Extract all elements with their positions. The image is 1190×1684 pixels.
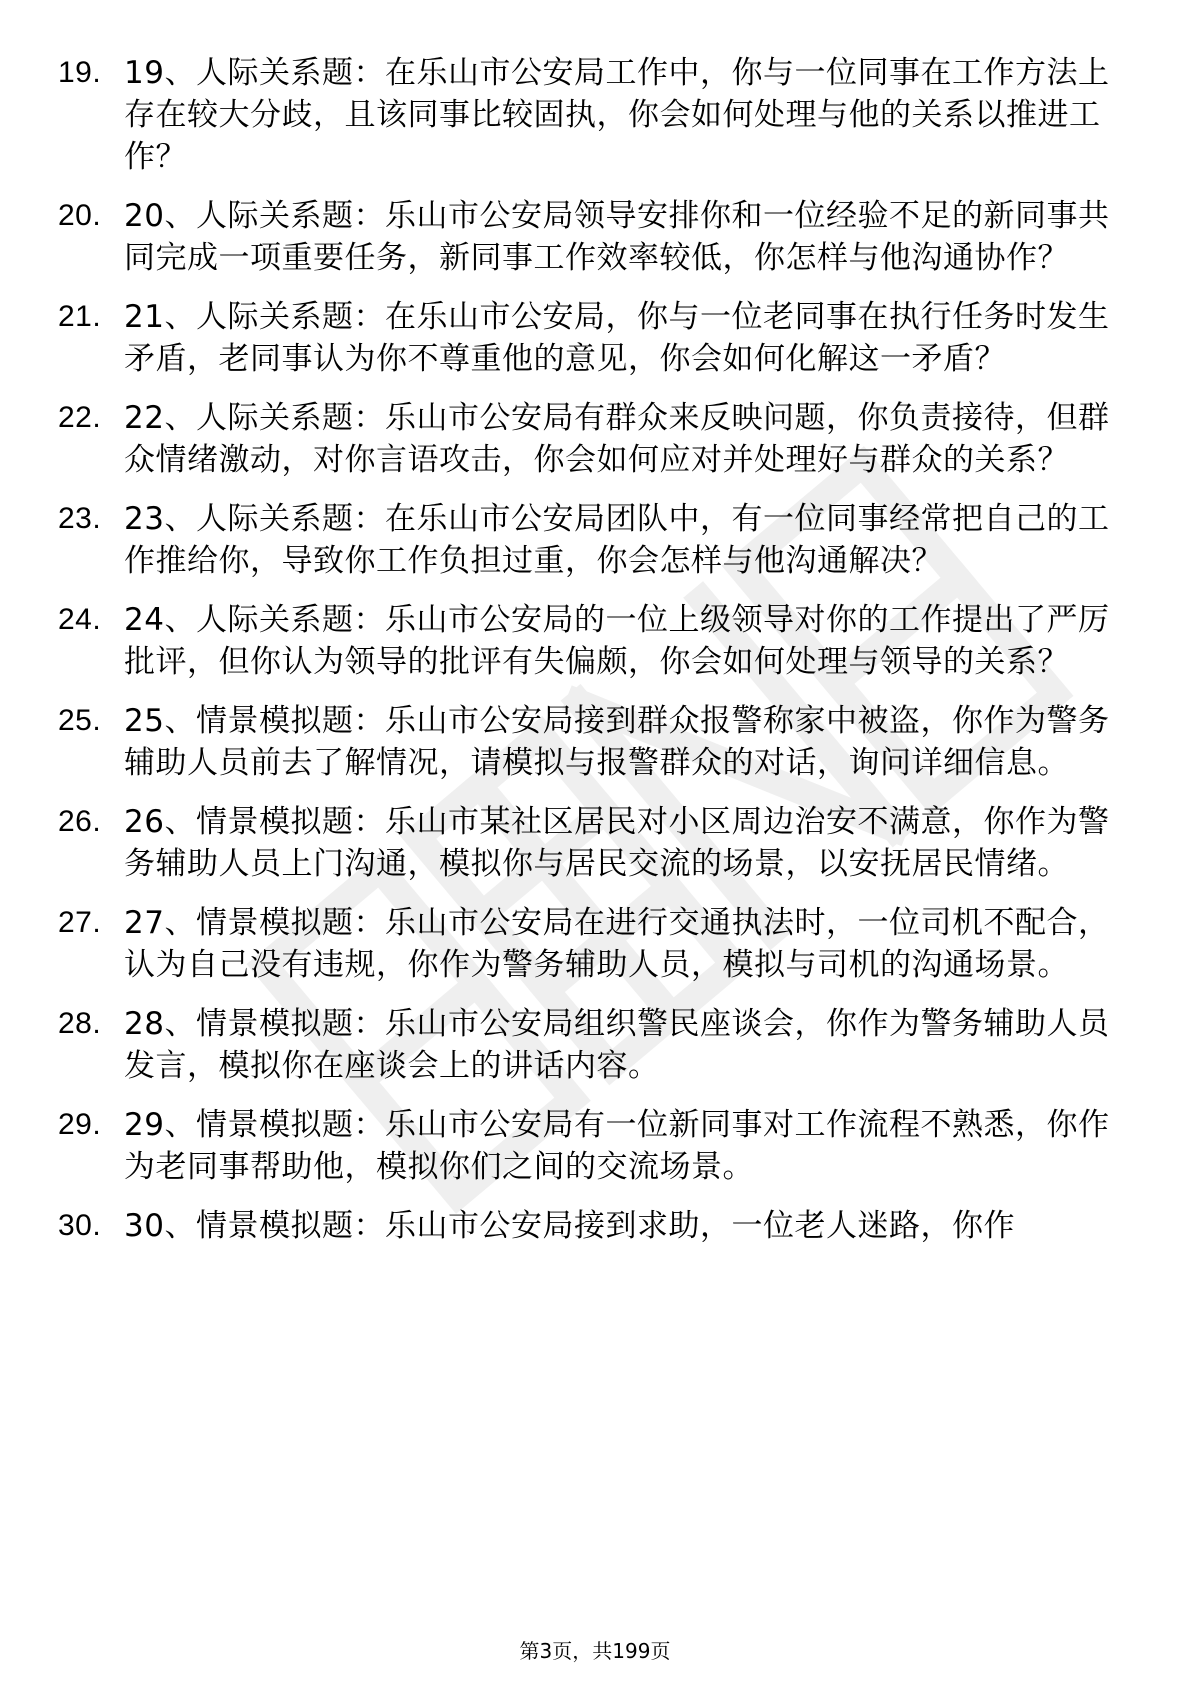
question-number: 20. bbox=[58, 199, 102, 232]
question-number: 27. bbox=[58, 906, 102, 939]
question-number: 22. bbox=[58, 401, 102, 434]
question-number: 21. bbox=[58, 300, 102, 333]
list-item bbox=[58, 195, 1118, 279]
question-text: 20、人际关系题：乐山市公安局领导安排你和一位经验不足的新同事共同完成一项重要任务，新同事工作效率较低，你怎样与他沟通协作？ bbox=[124, 198, 1110, 276]
question-text: 27、情景模拟题：乐山市公安局在进行交通执法时，一位司机不配合，认为自己没有违规，你作为警务辅助人员，模拟与司机的沟通场景。 bbox=[124, 905, 1110, 983]
question-text: 29、情景模拟题：乐山市公安局有一位新同事对工作流程不熟悉，你作为老同事帮助他，模拟你们之间的交流场景。 bbox=[124, 1107, 1110, 1185]
question-text: 19、人际关系题：在乐山市公安局工作中，你与一位同事在工作方法上存在较大分歧，且该同事比较固执，你会如何处理与他的关系以推进工作？ bbox=[124, 55, 1110, 175]
list-item bbox=[58, 599, 1118, 683]
question-text: 22、人际关系题：乐山市公安局有群众来反映问题，你负责接待，但群众情绪激动，对你言语攻击，你会如何应对并处理好与群众的关系？ bbox=[124, 400, 1110, 478]
question-number: 23. bbox=[58, 502, 102, 535]
question-number: 26. bbox=[58, 805, 102, 838]
question-number: 19. bbox=[58, 56, 102, 89]
question-text: 25、情景模拟题：乐山市公安局接到群众报警称家中被盗，你作为警务辅助人员前去了解情况，请模拟与报警群众的对话，询问详细信息。 bbox=[124, 703, 1110, 781]
question-number: 29. bbox=[58, 1108, 102, 1141]
page-footer: 第3页，共199页 bbox=[519, 1639, 671, 1663]
question-text: 21、人际关系题：在乐山市公安局，你与一位老同事在执行任务时发生矛盾，老同事认为你不尊重他的意见，你会如何化解这一矛盾？ bbox=[124, 299, 1110, 377]
list-item bbox=[58, 1205, 1118, 1247]
list-item bbox=[58, 52, 1118, 178]
question-number: 28. bbox=[58, 1007, 102, 1040]
list-item bbox=[58, 1003, 1118, 1087]
list-item bbox=[58, 801, 1118, 885]
question-text: 26、情景模拟题：乐山市某社区居民对小区周边治安不满意，你作为警务辅助人员上门沟通，模拟你与居民交流的场景，以安抚居民情绪。 bbox=[124, 804, 1110, 882]
list-item bbox=[58, 1104, 1118, 1188]
question-number: 25. bbox=[58, 704, 102, 737]
question-number: 30. bbox=[58, 1209, 102, 1242]
list-item bbox=[58, 902, 1118, 986]
question-text: 23、人际关系题：在乐山市公安局团队中，有一位同事经常把自己的工作推给你，导致你工作负担过重，你会怎样与他沟通解决？ bbox=[124, 501, 1110, 579]
list-item bbox=[58, 498, 1118, 582]
question-list bbox=[58, 52, 1118, 1264]
question-text: 30、情景模拟题：乐山市公安局接到求助，一位老人迷路，你作 bbox=[124, 1208, 1015, 1244]
list-item bbox=[58, 397, 1118, 481]
question-text: 24、人际关系题：乐山市公安局的一位上级领导对你的工作提出了严厉批评，但你认为领导的批评有失偏颇，你会如何处理与领导的关系？ bbox=[124, 602, 1110, 680]
question-number: 24. bbox=[58, 603, 102, 636]
question-text: 28、情景模拟题：乐山市公安局组织警民座谈会，你作为警务辅助人员发言，模拟你在座谈会上的讲话内容。 bbox=[124, 1006, 1110, 1084]
list-item bbox=[58, 700, 1118, 784]
list-item bbox=[58, 296, 1118, 380]
